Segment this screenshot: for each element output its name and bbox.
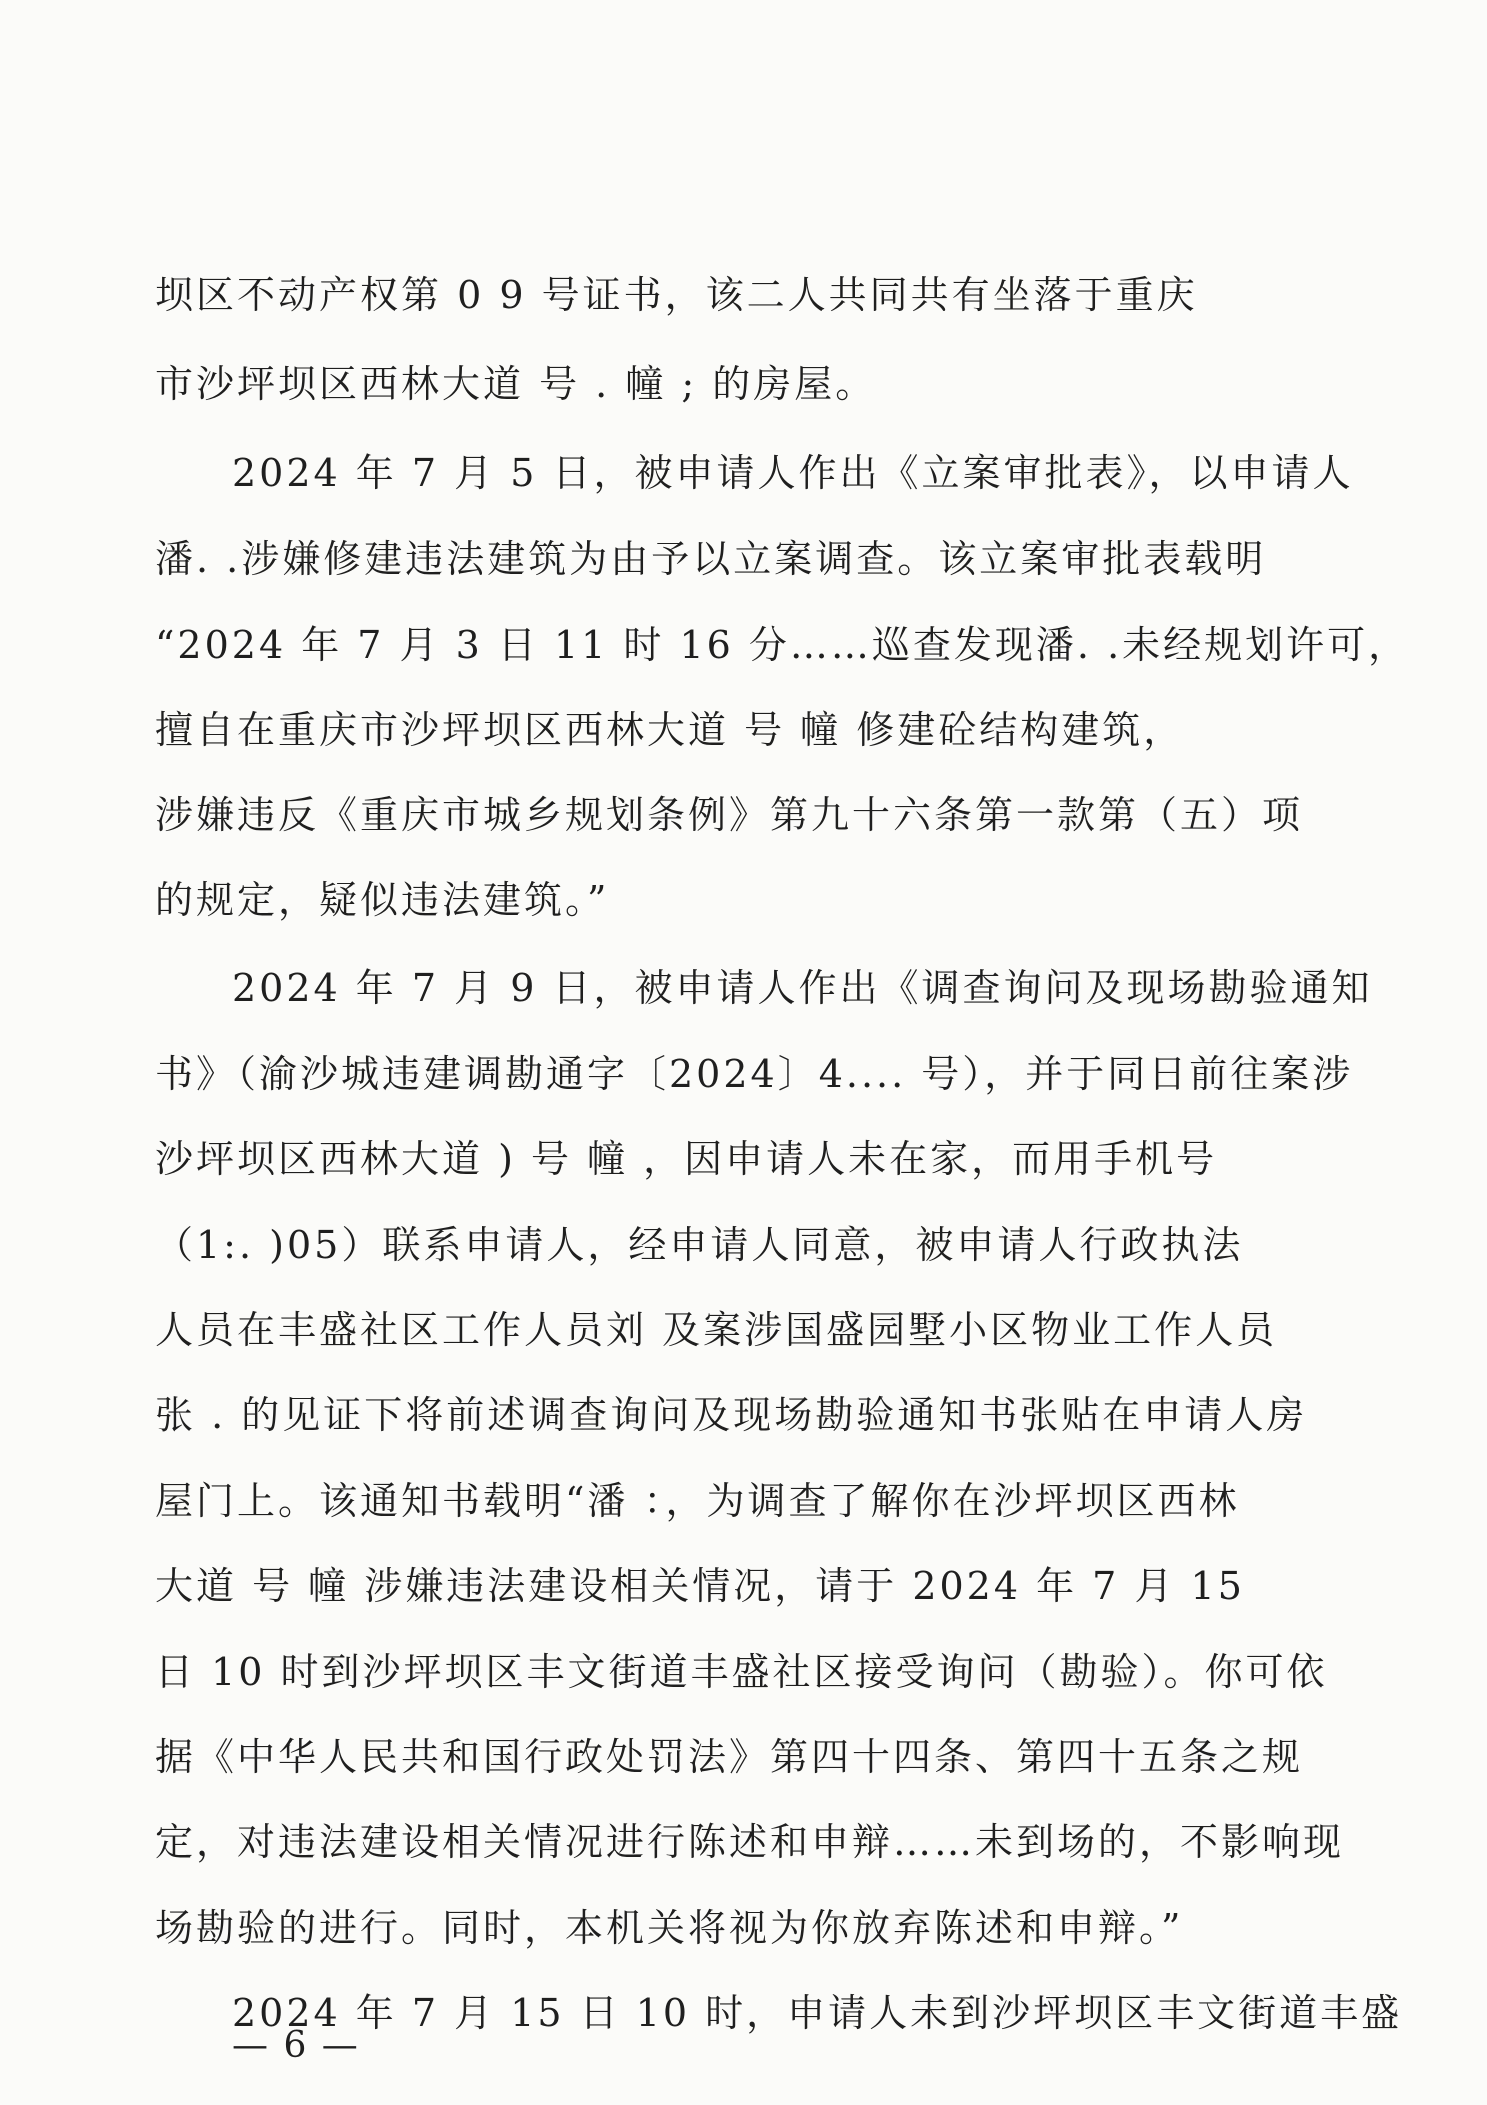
text-line-16: 大道 号 幢 涉嫌违法建设相关情况，请于 2024 年 7 月 15 [155,1564,1245,1608]
text-line-19: 定，对违法建设相关情况进行陈述和申辩……未到场的，不影响现 [155,1820,1345,1864]
text-line-4: 潘. .涉嫌修建违法建筑为由予以立案调查。该立案审批表载明 [155,537,1267,581]
text-line-15: 屋门上。该通知书载明“潘 ：，为调查了解你在沙坪坝区西林 [155,1479,1240,1523]
text-line-20: 场勘验的进行。同时，本机关将视为你放弃陈述和申辩。” [155,1906,1184,1950]
text-line-18: 据《中华人民共和国行政处罚法》第四十四条、第四十五条之规 [155,1735,1304,1779]
page-number: — 6 — [232,2025,360,2066]
text-line-10: 书》（渝沙城违建调勘通字〔2024〕4.... 号），并于同日前往案涉 [155,1052,1354,1096]
text-line-9: 2024 年 7 月 9 日，被申请人作出《调查询问及现场勘验通知 [232,966,1373,1010]
text-line-13: 人员在丰盛社区工作人员刘 及案涉国盛园墅小区物业工作人员 [155,1308,1278,1352]
text-line-1: 坝区不动产权第 0 9 号证书，该二人共同共有坐落于重庆 [155,273,1198,317]
text-line-17: 日 10 时到沙坪坝区丰文街道丰盛社区接受询问（勘验）。你可依 [155,1650,1328,1694]
text-line-5: “2024 年 7 月 3 日 11 时 16 分……巡查发现潘. .未经规划许可， [155,623,1410,667]
text-line-12: （1:. )05）联系申请人，经申请人同意，被申请人行政执法 [155,1223,1244,1267]
text-line-7: 涉嫌违反《重庆市城乡规划条例》第九十六条第一款第（五）项 [155,793,1304,837]
text-line-8: 的规定，疑似违法建筑。” [155,878,610,922]
text-line-6: 擅自在重庆市沙坪坝区西林大道 号 幢 修建砼结构建筑， [155,708,1185,752]
text-line-2: 市沙坪坝区西林大道 号 . 幢 ; 的房屋。 [155,362,877,406]
text-line-11: 沙坪坝区西林大道 ) 号 幢 ，因申请人未在家，而用手机号 [155,1137,1218,1181]
text-line-21: 2024 年 7 月 15 日 10 时，申请人未到沙坪坝区丰文街道丰盛 [232,1991,1403,2035]
text-line-3: 2024 年 7 月 5 日，被申请人作出《立案审批表》，以申请人 [232,451,1354,495]
text-line-14: 张 . 的见证下将前述调查询问及现场勘验通知书张贴在申请人房 [155,1393,1308,1437]
